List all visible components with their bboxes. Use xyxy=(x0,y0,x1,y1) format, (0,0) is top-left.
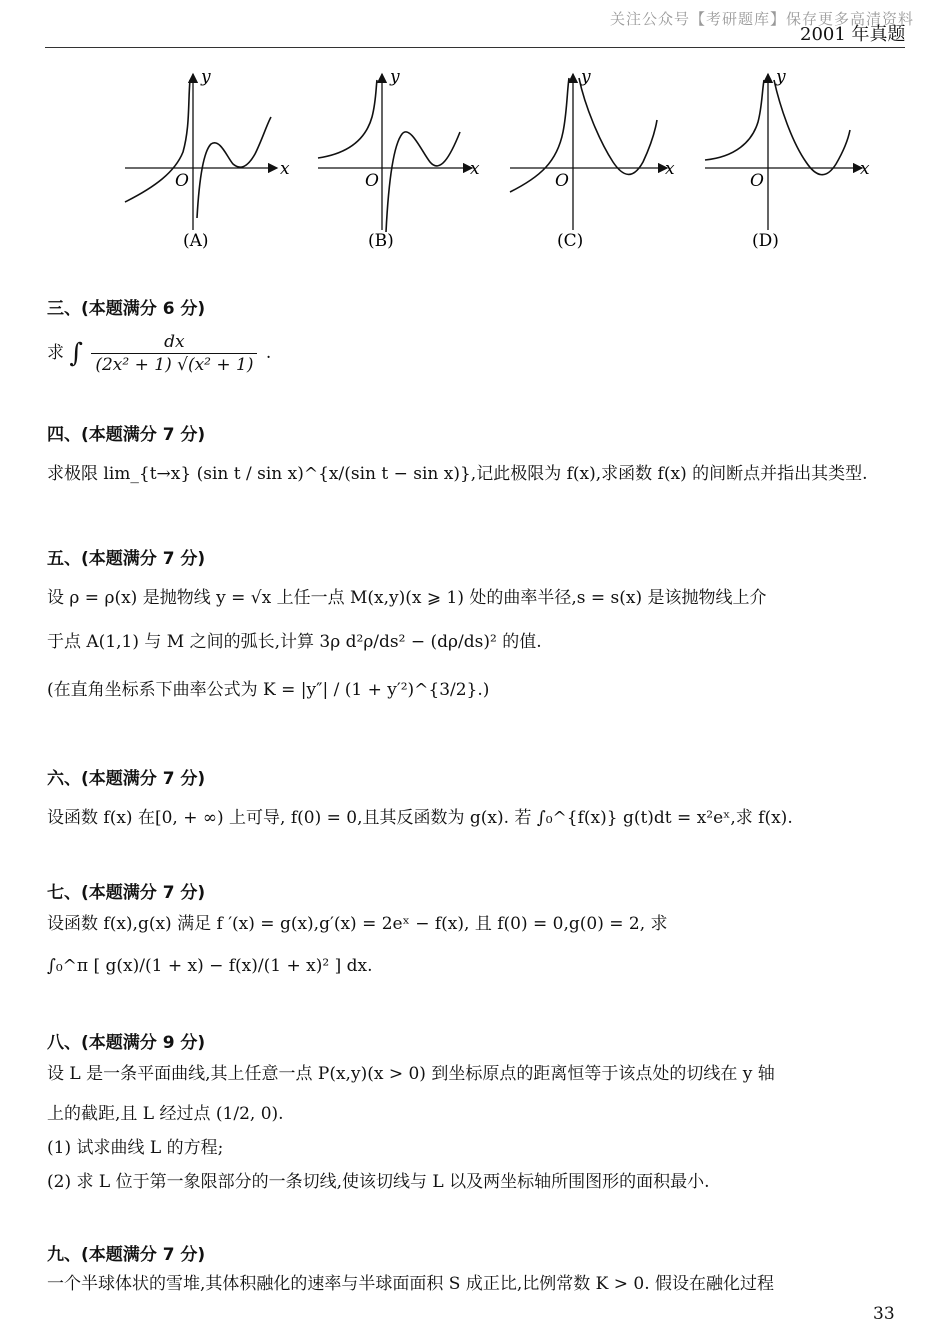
graph-a-origin: O xyxy=(175,171,189,191)
section-3-suffix: . xyxy=(265,343,272,363)
section-7-line2: ∫₀^π [ g(x)/(1 + x) − f(x)/(1 + x)² ] dx. xyxy=(47,956,373,976)
section-7 xyxy=(47,878,907,983)
section-8-title: 八、(本题满分 9 分) xyxy=(47,1033,206,1053)
graph-c-x-label: x xyxy=(665,159,675,179)
section-4-text: 求极限 lim_{t→x} (sin t / sin x)^{x/(sin t − sin x)},记此极限为 f(x),求函数 f(x) 的间断点并指出其类型. xyxy=(47,464,868,484)
graph-d-x-label: x xyxy=(860,159,870,179)
header-title: 2001 年真题 xyxy=(800,24,906,45)
graph-c-y-label: y xyxy=(581,67,591,87)
section-5-line2: 于点 A(1,1) 与 M 之间的弧长,计算 3ρ d²ρ/ds² − (dρ/ds)² 的值. xyxy=(47,632,542,652)
section-3-fraction xyxy=(91,331,257,376)
graph-b-label: (B) xyxy=(368,231,394,251)
section-8-line4: (2) 求 L 位于第一象限部分的一条切线,使该切线与 L 以及两坐标轴所围图形的面积最小. xyxy=(47,1172,710,1192)
section-3-prefix: 求 xyxy=(47,343,64,363)
section-8-line1: 设 L 是一条平面曲线,其上任意一点 P(x,y)(x > 0) 到坐标原点的距离恒等于该点处的切线在 y 轴 xyxy=(47,1064,775,1084)
section-3-body: 求 ∫ $\frac{dx}{\text{(2x² + 1) √(x² + 1)}}$ . xyxy=(47,332,272,375)
section-3-denominator: (2x² + 1) √(x² + 1) xyxy=(95,355,254,375)
graph-b-origin: O xyxy=(365,171,379,191)
section-9-title: 九、(本题满分 7 分) xyxy=(47,1245,206,1265)
section-5 xyxy=(47,544,907,707)
section-6-title: 六、(本题满分 7 分) xyxy=(47,769,206,789)
graph-a-label: (A) xyxy=(183,231,209,251)
graph-c-origin: O xyxy=(555,171,569,191)
graph-b xyxy=(318,67,480,251)
graph-c-label: (C) xyxy=(557,231,584,251)
section-4-title: 四、(本题满分 7 分) xyxy=(47,425,206,445)
section-8-line2: 上的截距,且 L 经过点 (1/2, 0). xyxy=(47,1104,284,1124)
section-5-line3: (在直角坐标系下曲率公式为 K = |y″| / (1 + y′²)^{3/2}.) xyxy=(47,680,490,700)
graph-a-x-label: x xyxy=(280,159,290,179)
section-8 xyxy=(47,1028,907,1199)
section-8-line3: (1) 试求曲线 L 的方程; xyxy=(47,1138,224,1158)
graph-b-y-label: y xyxy=(390,67,400,87)
graph-d-y-label: y xyxy=(776,67,786,87)
section-3-title: 三、(本题满分 6 分) xyxy=(47,299,206,319)
section-5-line1: 设 ρ = ρ(x) 是抛物线 y = √x 上任一点 M(x,y)(x ⩾ 1) 处的曲率半径,s = s(x) 是该抛物线上介 xyxy=(47,588,767,608)
header-rule xyxy=(45,47,905,48)
section-6-text: 设函数 f(x) 在[0, + ∞) 上可导, f(0) = 0,且其反函数为 g(x). 若 ∫₀^{f(x)} g(t)dt = x²eˣ,求 f(x). xyxy=(47,808,793,828)
section-9 xyxy=(47,1240,907,1301)
section-5-title: 五、(本题满分 7 分) xyxy=(47,549,206,569)
graph-d xyxy=(705,67,870,251)
graph-d-origin: O xyxy=(750,171,764,191)
section-9-line1: 一个半球体状的雪堆,其体积融化的速率与半球面面积 S 成正比,比例常数 K > 0. 假设在融化过程 xyxy=(47,1274,775,1294)
graph-c xyxy=(510,67,675,251)
option-graphs xyxy=(115,62,875,262)
section-4 xyxy=(47,420,907,491)
header-watermark: 关注公众号【考研题库】保存更多高清资料 xyxy=(610,10,915,28)
section-7-title: 七、(本题满分 7 分) xyxy=(47,883,206,903)
section-7-line1: 设函数 f(x),g(x) 满足 f ′(x) = g(x),g′(x) = 2eˣ − f(x), 且 f(0) = 0,g(0) = 2, 求 xyxy=(47,914,668,934)
graph-a-y-label: y xyxy=(201,67,211,87)
section-3 xyxy=(47,294,907,376)
graph-d-label: (D) xyxy=(752,231,779,251)
graph-a xyxy=(125,67,290,251)
page-number: 33 xyxy=(873,1304,895,1324)
section-3-numerator: dx xyxy=(91,331,257,354)
section-6 xyxy=(47,764,907,835)
graph-b-x-label: x xyxy=(470,159,480,179)
